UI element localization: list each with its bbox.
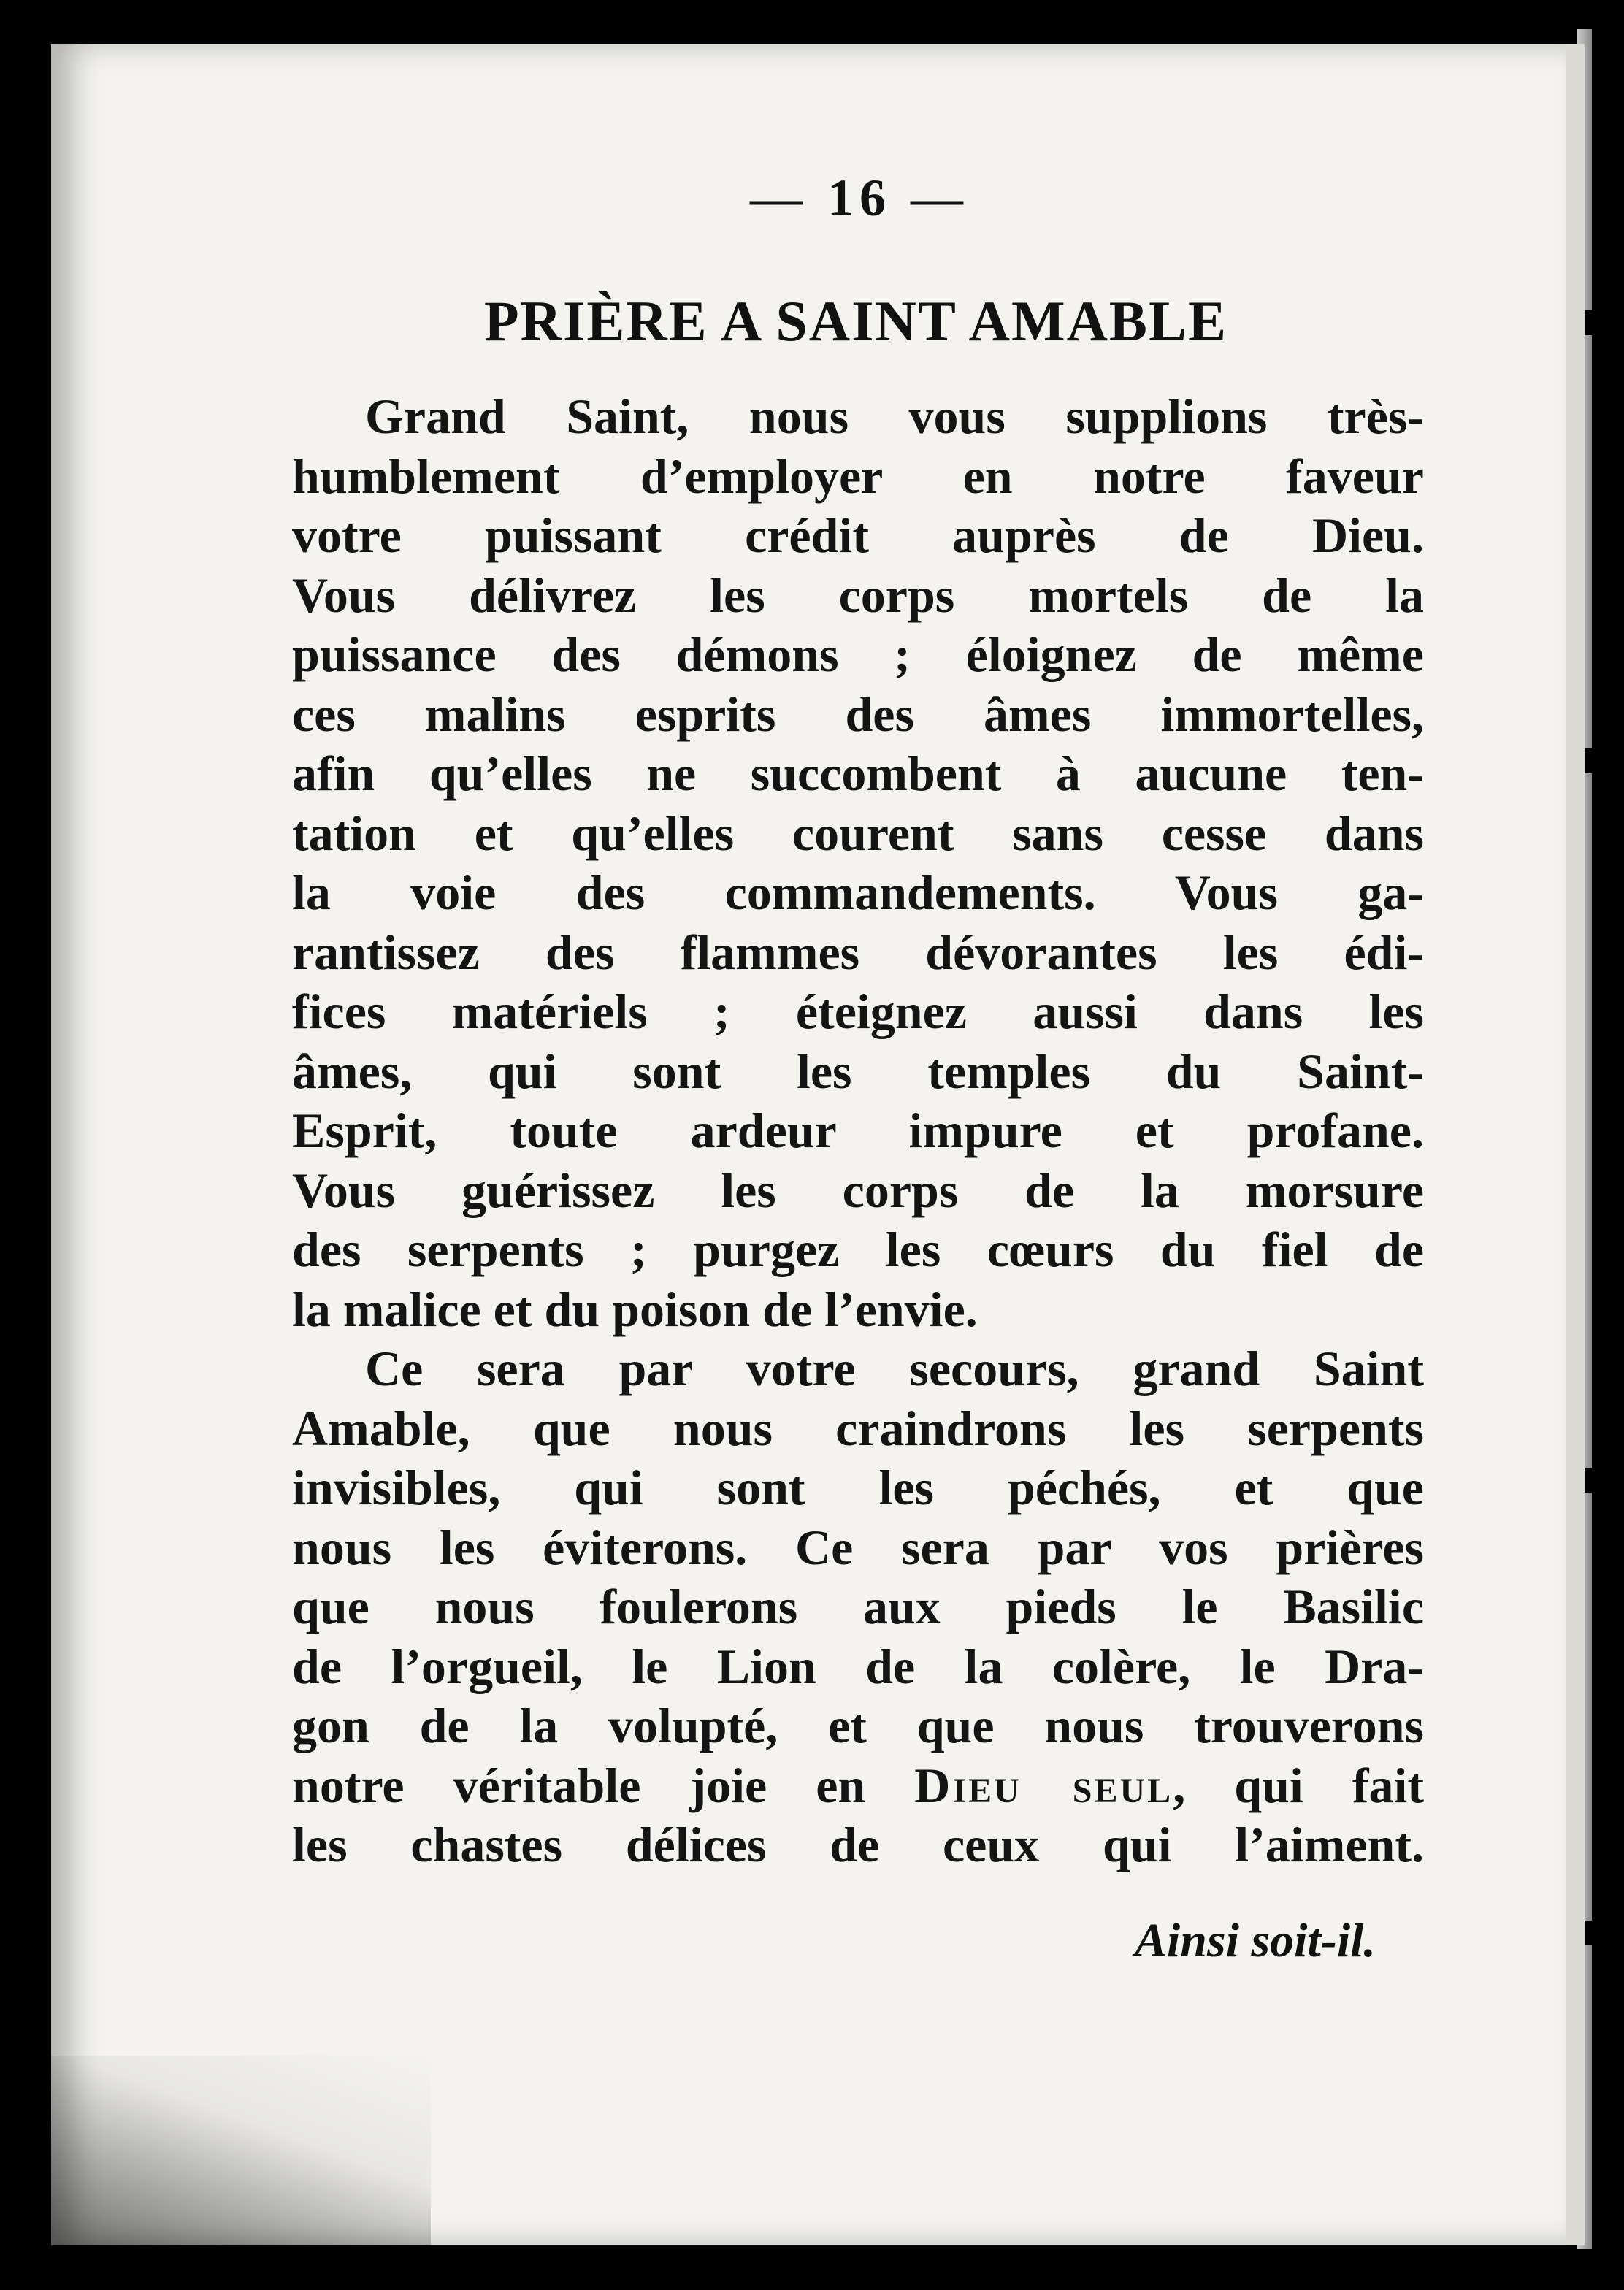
text-line: Vous guérissez les corps de la morsure <box>292 1162 1424 1218</box>
text-line: la malice et du poison de l’envie. <box>292 1281 978 1337</box>
text-line: que nous foulerons aux pieds le Basilic <box>292 1579 1424 1634</box>
text-line: Amable, que nous craindrons les serpents <box>292 1400 1424 1456</box>
paragraph-1 <box>292 387 1424 1339</box>
text-line: de l’orgueil, le Lion de la colère, le Dra- <box>292 1638 1424 1694</box>
text-line: tation et qu’elles courent sans cesse dans <box>292 805 1424 861</box>
text-line: fices matériels ; éteignez aussi dans les <box>292 984 1424 1039</box>
text-line: Grand Saint, nous vous supplions très- <box>365 388 1424 444</box>
text-segment: notre véritable joie en <box>292 1757 915 1813</box>
prayer-text <box>292 387 1424 1875</box>
text-line: les chastes délices de ceux qui l’aiment. <box>292 1817 1424 1872</box>
paragraph-2 <box>292 1339 1424 1875</box>
text-line: votre puissant crédit auprès de Dieu. <box>292 508 1424 563</box>
text-line: des serpents ; purgez les cœurs du fiel de <box>292 1222 1424 1277</box>
small-caps-phrase: Dieu seul <box>914 1757 1173 1813</box>
text-line: puissance des démons ; éloignez de même <box>292 627 1424 682</box>
text-line: nous les éviterons. Ce sera par vos prières <box>292 1519 1424 1575</box>
text-line: Vous délivrez les corps mortels de la <box>292 567 1424 623</box>
text-line: Esprit, toute ardeur impure et profane. <box>292 1103 1424 1158</box>
text-line: gon de la volupté, et que nous trouverons <box>292 1698 1424 1753</box>
text-line: ces malins esprits des âmes immortelles, <box>292 686 1424 742</box>
text-line: humblement d’employer en notre faveur <box>292 448 1424 504</box>
page-title: PRIÈRE A SAINT AMABLE <box>484 289 1227 353</box>
text-line: la voie des commandements. Vous ga- <box>292 865 1424 920</box>
text-line-with-small-caps <box>292 1756 1424 1816</box>
text-line: rantissez des flammes dévorantes les édi- <box>292 924 1424 980</box>
text-line: Ce sera par votre secours, grand Saint <box>365 1341 1424 1396</box>
text-line: âmes, qui sont les temples du Saint- <box>292 1043 1424 1099</box>
text-segment: , qui fait <box>1173 1757 1424 1813</box>
page-number: — 16 — <box>750 169 969 227</box>
text-line: invisibles, qui sont les péchés, et que <box>292 1460 1424 1515</box>
text-line: afin qu’elles ne succombent à aucune ten- <box>292 746 1424 801</box>
signoff: Ainsi soit-il. <box>1134 1914 1376 1967</box>
